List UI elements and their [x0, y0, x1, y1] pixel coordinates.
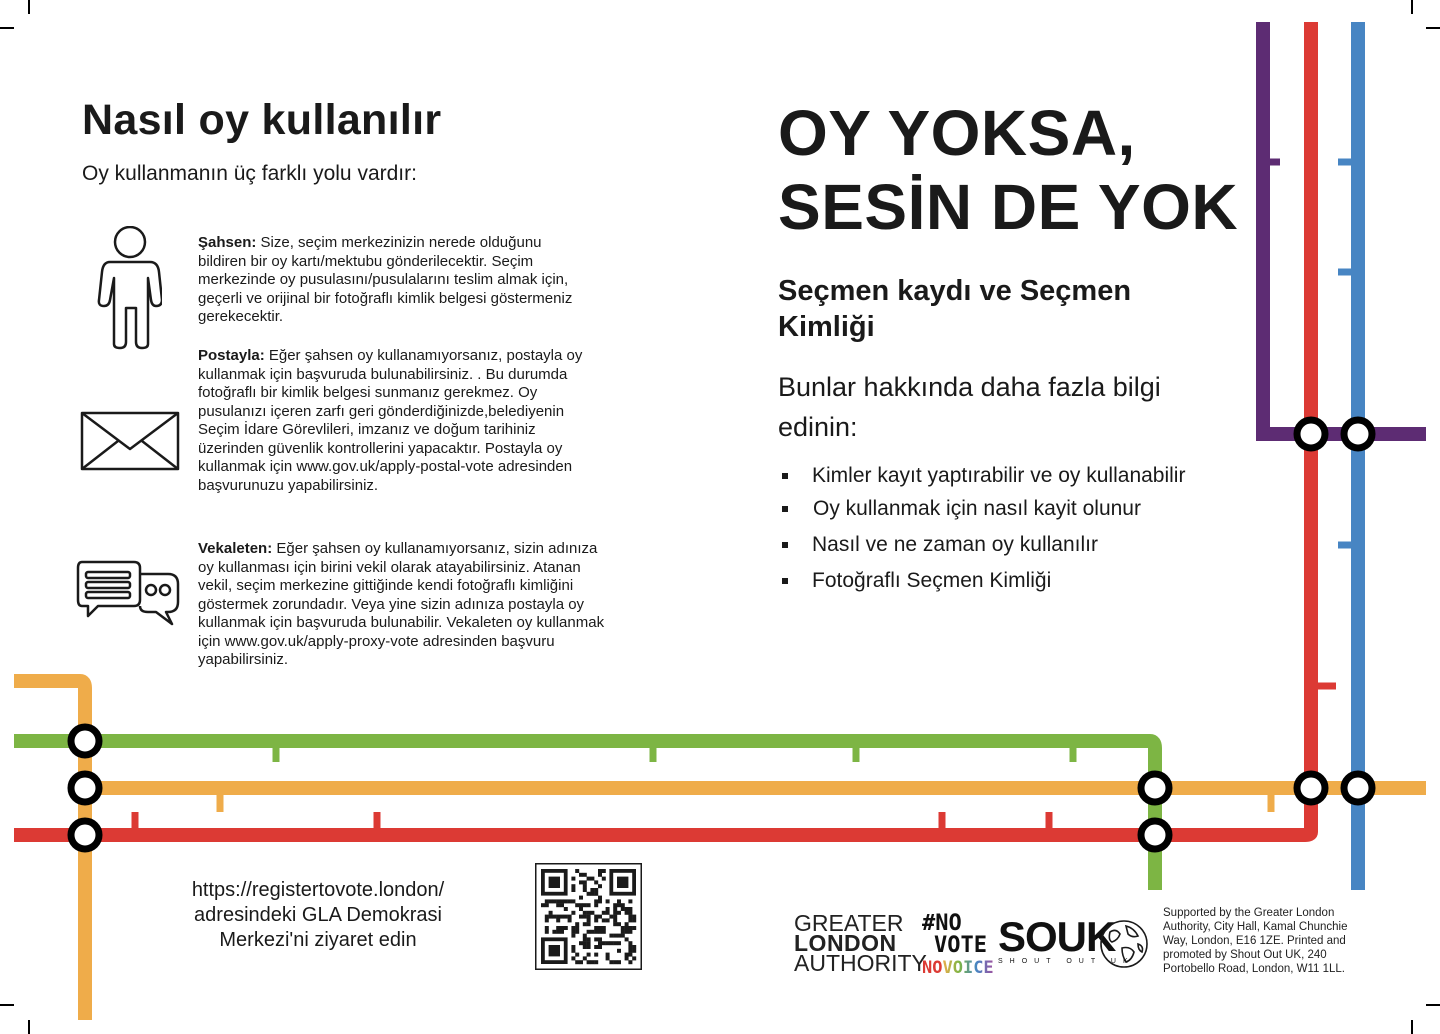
- novoice-voice: VOICE: [942, 958, 994, 978]
- no-vote-no-voice-logo: [922, 913, 994, 979]
- gla-logo-line: LONDON: [794, 930, 897, 956]
- bullet-square-icon: [782, 506, 788, 512]
- qr-code[interactable]: [535, 863, 642, 970]
- gla-logo-line: AUTHORITY: [794, 950, 927, 976]
- subheadline: Seçmen kaydı ve Seçmen Kimliği: [778, 275, 1132, 343]
- bullet-square-icon: [782, 578, 788, 584]
- novoice-no: NO: [922, 958, 943, 978]
- novoice-line: [922, 957, 994, 979]
- method-label: Postayla:: [198, 347, 265, 364]
- info-bullet-list: [782, 462, 1185, 603]
- left-title: Nasıl oy kullanılır: [82, 96, 442, 144]
- station-circle: [1344, 420, 1372, 448]
- method-by-post: [198, 347, 582, 495]
- station-circle: [1297, 774, 1325, 802]
- station-circle: [71, 821, 99, 849]
- method-in-person: [198, 234, 572, 327]
- gla-logo: [794, 910, 927, 976]
- bullet-text: Oy kullanmak için nasıl kayit olunur: [813, 497, 1141, 520]
- novote-line: #NO: [922, 911, 962, 936]
- station-circle: [1141, 821, 1169, 849]
- station-circle: [1297, 420, 1325, 448]
- visit-website-text: https://registertovote.london/ adresindeki GLA Demokrasi Merkezi'ni ziyaret edin: [191, 879, 445, 951]
- bullet-item: [782, 495, 1185, 531]
- method-label: Vekaleten:: [198, 540, 273, 557]
- method-label: Şahsen:: [198, 234, 257, 251]
- station-circle: [1141, 774, 1169, 802]
- method-text: Eğer şahsen oy kullanamıyorsanız, sizin adınıza oy kullanması için birini vekil olarak atayabilirsiniz. Atanan vekil, seçim merkezine gittiğinde kendi fotoğraflı kimliğini göstermek zorundadır. Veya yine sizin adınıza postayla oy kullanmak için başvuruda bulunabilir. Vekaleten oy kullanmak için www.gov.uk/apply-proxy-vote adresinden başvuru yapabilirsiniz.: [198, 540, 605, 668]
- left-subtitle: Oy kullanmanın üç farklı yolu vardır:: [82, 162, 417, 185]
- bullet-square-icon: [782, 542, 788, 548]
- purple-line: [1263, 22, 1426, 434]
- bullet-text: Kimler kayıt yaptırabilir ve oy kullanabilir: [812, 464, 1186, 487]
- method-text: Size, seçim merkezinizin nerede olduğunu bildiren bir oy kartı/mektubu gönderilecektir. Seçim merkezinde oy pusulasını/pusulalarını teslim almak için, geçerli ve orijinal bir fotoğraflı kimlik belgesi göstermeniz gerekecektir.: [198, 234, 573, 325]
- envelope-icon: [80, 411, 180, 471]
- bullet-item: [782, 567, 1185, 603]
- learn-more-text: Bunlar hakkında daha fazla bilgi edinin:: [778, 372, 1161, 442]
- bullet-text: Fotoğraflı Seçmen Kimliği: [812, 569, 1052, 592]
- globe-icon: [1098, 918, 1150, 970]
- person-icon: [96, 226, 162, 350]
- station-circle: [71, 727, 99, 755]
- station-circle: [1344, 774, 1372, 802]
- souk-wordmark: SOUK: [998, 913, 1116, 960]
- support-credit-text: Supported by the Greater London Authority, City Hall, Kamal Chunchie Way, London, E16 1ZE. Printed and promoted by Shout Out UK, 240 Portobello Road, London, W11 1LL.: [1163, 907, 1348, 975]
- souk-tagline: SHOUT OUT UK: [998, 958, 1135, 965]
- novote-line: VOTE: [934, 933, 987, 958]
- headline: OY YOKSA, SESİN DE YOK: [778, 97, 1239, 243]
- speech-bubbles-icon: [76, 560, 182, 628]
- method-by-proxy: [198, 540, 604, 670]
- bullet-item: [782, 462, 1185, 498]
- method-text: Eğer şahsen oy kullanamıyorsanız, postayla oy kullanmak için başvuruda bulunabilirsiniz. . Bu durumda fotoğraflı bir kimlik belgesi sunmanız gerekmez. Oy pusulanızı içeren zarfı geri gönderdiğinizde,belediyenin Seçim İdare Görevlileri, imzanız ve doğum tarihiniz üzerinden güvenlik kontrollerini yapacaktır. Postayla oy kullanmak için www.gov.uk/apply-postal-vote adresinden başvurunuzu yapabilirsiniz.: [198, 347, 583, 494]
- bullet-text: Nasıl ve ne zaman oy kullanılır: [812, 533, 1098, 556]
- station-circle: [71, 774, 99, 802]
- gla-logo-line: GREATER: [794, 910, 904, 936]
- bullet-item: [782, 531, 1185, 567]
- bullet-square-icon: [782, 473, 788, 479]
